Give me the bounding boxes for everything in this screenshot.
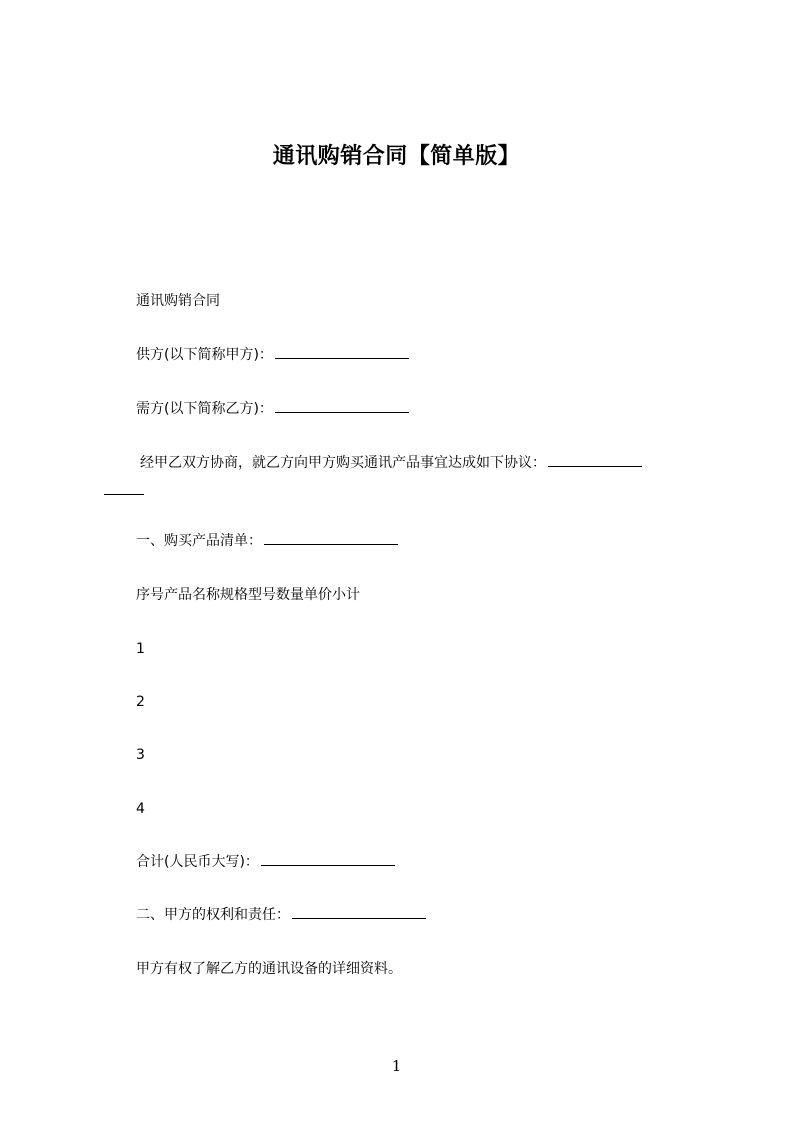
- total-label: 合计(人民币大写)：: [136, 854, 259, 870]
- table-row-4: 4: [136, 801, 145, 817]
- agreement-text: 经甲乙双方协商，就乙方向甲方购买通讯产品事宜达成如下协议：: [140, 455, 546, 471]
- buyer-label: 需方(以下简称乙方)：: [136, 401, 273, 417]
- section2-line: [136, 904, 426, 926]
- table-row-1: 1: [136, 641, 145, 657]
- agreement-blank: [548, 452, 642, 467]
- table-row-2: 2: [136, 694, 145, 710]
- total-blank: [261, 851, 395, 866]
- supplier-line: [136, 344, 409, 366]
- supplier-label: 供方(以下简称甲方)：: [136, 347, 273, 363]
- clause-1: 甲方有权了解乙方的通讯设备的详细资料。: [136, 961, 402, 977]
- buyer-blank: [275, 398, 409, 413]
- buyer-line: [136, 398, 409, 420]
- section1-line: [136, 530, 398, 552]
- section2-blank: [292, 904, 426, 919]
- supplier-blank: [275, 344, 409, 359]
- total-line: [136, 851, 395, 873]
- contract-heading: 通讯购销合同: [136, 293, 220, 309]
- section2-label: 二、甲方的权利和责任：: [136, 907, 290, 923]
- section1-blank: [264, 530, 398, 545]
- document-title: 通讯购销合同【简单版】: [272, 144, 521, 169]
- page-number: 1: [391, 1057, 402, 1075]
- agreement-line: [140, 452, 642, 474]
- agreement-blank-continuation: [104, 484, 144, 495]
- section1-label: 一、购买产品清单：: [136, 533, 262, 549]
- table-header: 序号产品名称规格型号数量单价小计: [136, 587, 360, 603]
- table-row-3: 3: [136, 747, 145, 763]
